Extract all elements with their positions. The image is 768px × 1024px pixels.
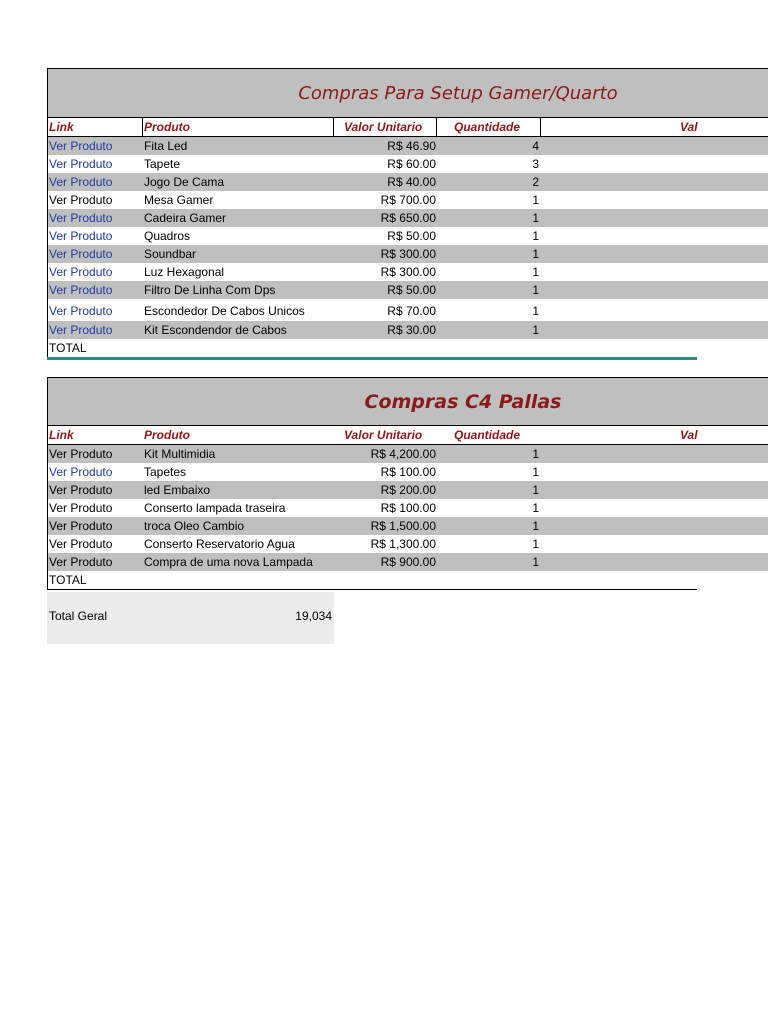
section-c4-pallas	[47, 377, 768, 590]
total-underline	[47, 357, 697, 360]
product-name: led Embaixo	[144, 483, 211, 497]
product-link[interactable]: Ver Produto	[49, 537, 113, 551]
product-name: Jogo De Cama	[144, 175, 225, 189]
product-link[interactable]: Ver Produto	[49, 139, 113, 153]
quantity: 1	[532, 537, 539, 551]
unit-price: R$ 60.00	[387, 157, 436, 171]
product-link[interactable]: Ver Produto	[49, 447, 113, 461]
section-setup-gamer	[47, 68, 768, 360]
unit-price: R$ 46.90	[387, 139, 436, 153]
unit-price: R$ 650.00	[380, 211, 436, 225]
product-link[interactable]: Ver Produto	[49, 229, 113, 243]
table-row	[47, 499, 768, 517]
unit-price: R$ 70.00	[387, 304, 436, 318]
table-row	[47, 321, 768, 339]
quantity: 4	[532, 139, 539, 153]
product-name: Conserto lampada traseira	[144, 501, 286, 515]
unit-price: R$ 200.00	[380, 483, 436, 497]
product-name: Tapete	[144, 157, 181, 171]
total-geral-value: 19,034	[295, 609, 332, 623]
product-name: Kit Multimidia	[144, 447, 216, 461]
product-link[interactable]: Ver Produto	[49, 304, 113, 318]
quantity: 2	[532, 175, 539, 189]
table-row	[47, 155, 768, 173]
total-underline	[47, 589, 697, 590]
table-row	[47, 481, 768, 499]
header-link: Link	[49, 428, 74, 442]
table-row	[47, 263, 768, 281]
table-row	[47, 553, 768, 571]
table-row	[47, 281, 768, 299]
table-row	[47, 245, 768, 263]
quantity: 1	[532, 265, 539, 279]
product-link[interactable]: Ver Produto	[49, 483, 113, 497]
unit-price: R$ 40.00	[387, 175, 436, 189]
section-title: Compras C4 Pallas	[364, 390, 562, 413]
total-label: TOTAL	[49, 573, 87, 587]
header-valor-total: Val	[680, 120, 698, 134]
product-link[interactable]: Ver Produto	[49, 157, 113, 171]
total-label: TOTAL	[49, 341, 87, 355]
unit-price: R$ 50.00	[387, 229, 436, 243]
product-link[interactable]: Ver Produto	[49, 465, 113, 479]
product-link[interactable]: Ver Produto	[49, 283, 113, 297]
quantity: 1	[532, 283, 539, 297]
quantity: 1	[532, 465, 539, 479]
table-row	[47, 299, 768, 321]
quantity: 1	[532, 211, 539, 225]
table-body	[47, 137, 768, 339]
total-geral-cell	[47, 592, 334, 644]
product-link[interactable]: Ver Produto	[49, 323, 113, 337]
quantity: 1	[532, 447, 539, 461]
header-produto: Produto	[144, 428, 190, 442]
table-row	[47, 173, 768, 191]
unit-price: R$ 700.00	[380, 193, 436, 207]
product-link[interactable]: Ver Produto	[49, 247, 113, 261]
unit-price: R$ 300.00	[380, 247, 436, 261]
product-name: Luz Hexagonal	[144, 265, 225, 279]
quantity: 1	[532, 247, 539, 261]
product-link[interactable]: Ver Produto	[49, 175, 113, 189]
section-title-band	[47, 68, 768, 117]
header-quantidade: Quantidade	[454, 428, 521, 442]
product-link[interactable]: Ver Produto	[49, 519, 113, 533]
unit-price: R$ 4,200.00	[370, 447, 436, 461]
product-name: troca Oleo Cambio	[144, 519, 245, 533]
table-row	[47, 445, 768, 463]
unit-price: R$ 30.00	[387, 323, 436, 337]
quantity: 1	[532, 304, 539, 318]
product-name: Compra de uma nova Lampada	[144, 555, 313, 569]
table-body	[47, 445, 768, 571]
header-quantidade: Quantidade	[454, 120, 521, 134]
table-row	[47, 463, 768, 481]
header-produto: Produto	[144, 120, 190, 134]
header-link: Link	[49, 120, 74, 134]
product-name: Mesa Gamer	[144, 193, 214, 207]
product-link[interactable]: Ver Produto	[49, 555, 113, 569]
table-row	[47, 191, 768, 209]
product-name: Filtro De Linha Com Dps	[144, 283, 276, 297]
unit-price: R$ 100.00	[380, 501, 436, 515]
total-geral-label: Total Geral	[49, 609, 108, 623]
product-name: Kit Escondendor de Cabos	[144, 323, 287, 337]
product-name: Soundbar	[144, 247, 197, 261]
product-name: Escondedor De Cabos Unicos	[144, 304, 305, 318]
unit-price: R$ 1,500.00	[370, 519, 436, 533]
table-header	[47, 117, 768, 137]
product-link[interactable]: Ver Produto	[49, 211, 113, 225]
quantity: 1	[532, 229, 539, 243]
table-row	[47, 535, 768, 553]
product-name: Quadros	[144, 229, 191, 243]
total-row	[47, 339, 768, 357]
table-row	[47, 209, 768, 227]
product-name: Conserto Reservatorio Agua	[144, 537, 295, 551]
product-link[interactable]: Ver Produto	[49, 193, 113, 207]
total-row	[47, 571, 768, 589]
table-row	[47, 517, 768, 535]
unit-price: R$ 50.00	[387, 283, 436, 297]
quantity: 1	[532, 519, 539, 533]
product-link[interactable]: Ver Produto	[49, 501, 113, 515]
quantity: 1	[532, 323, 539, 337]
unit-price: R$ 1,300.00	[370, 537, 436, 551]
section-title: Compras Para Setup Gamer/Quarto	[298, 82, 618, 104]
product-name: Fita Led	[144, 139, 188, 153]
header-valor-unitario: Valor Unitario	[344, 120, 423, 134]
table-header	[47, 425, 768, 445]
product-link[interactable]: Ver Produto	[49, 265, 113, 279]
quantity: 1	[532, 501, 539, 515]
quantity: 1	[532, 193, 539, 207]
section-title-band	[47, 377, 768, 425]
header-valor-total: Val	[680, 428, 698, 442]
product-name: Cadeira Gamer	[144, 211, 227, 225]
unit-price: R$ 900.00	[380, 555, 436, 569]
unit-price: R$ 300.00	[380, 265, 436, 279]
table-row	[47, 137, 768, 155]
spreadsheet	[47, 68, 768, 644]
quantity: 1	[532, 483, 539, 497]
table-row	[47, 227, 768, 245]
quantity: 1	[532, 555, 539, 569]
header-valor-unitario: Valor Unitario	[344, 428, 423, 442]
product-name: Tapetes	[144, 465, 187, 479]
quantity: 3	[532, 157, 539, 171]
unit-price: R$ 100.00	[380, 465, 436, 479]
